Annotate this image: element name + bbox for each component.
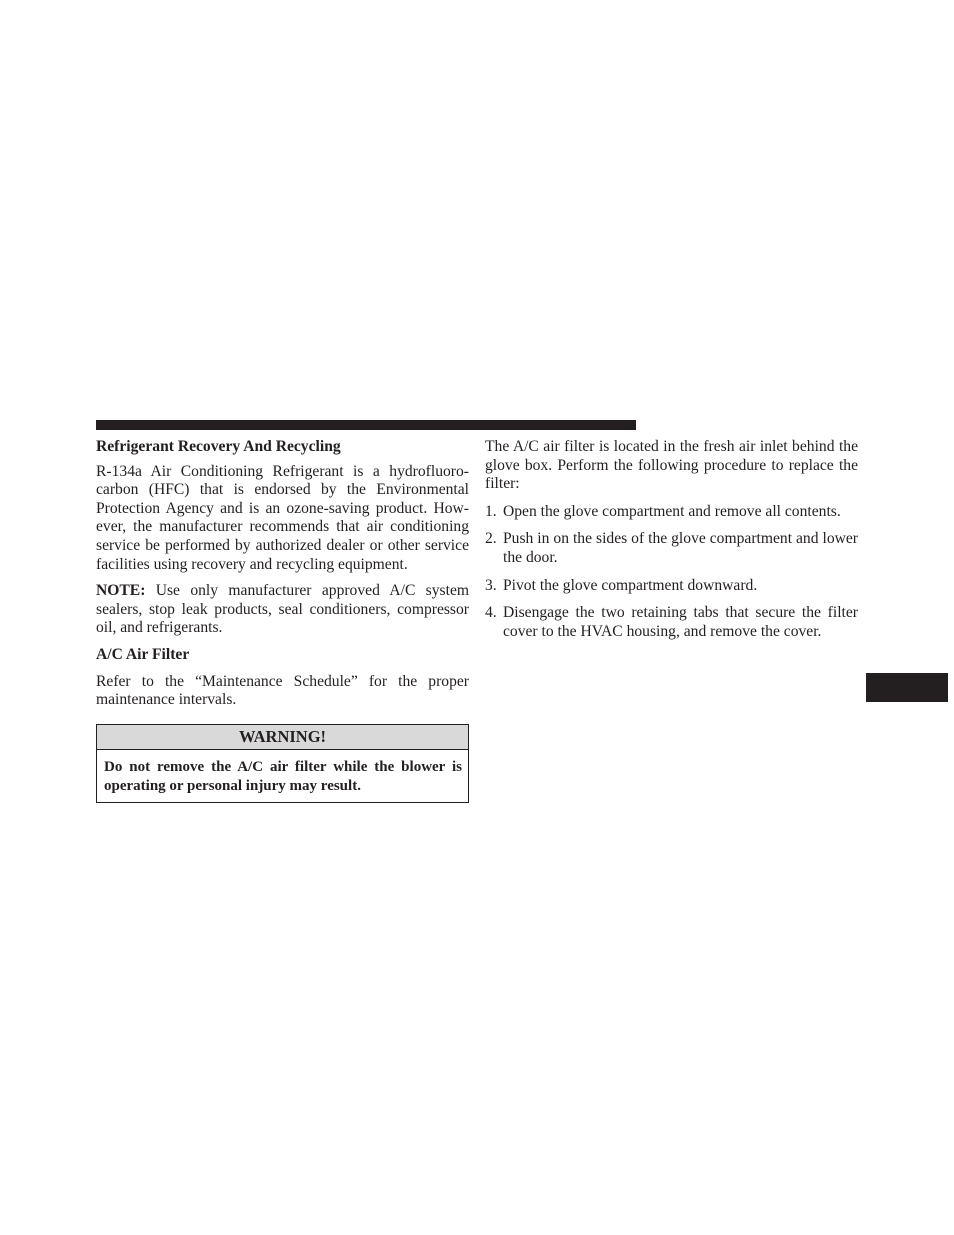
note-paragraph: [96, 582, 469, 638]
step-text: Push in on the sides of the glove compartment and lower the door.: [503, 530, 858, 566]
step-number: 1.: [485, 502, 497, 520]
procedure-steps: [485, 503, 858, 642]
procedure-step: [485, 503, 858, 522]
step-number: 4.: [485, 604, 497, 622]
procedure-step: [485, 604, 858, 641]
warning-title: WARNING!: [97, 725, 468, 750]
paragraph-refrigerant-recovery: R-134a Air Conditioning Refrigerant is a hydrofluorocarbon (HFC) that is endorsed by the Environmental Protection Agency and is an ozone-saving product. However, the manufacturer recommends that air conditioning service be performed by authorized dealer or other service facilities using recovery and recycling equipment.: [96, 462, 469, 573]
step-number: 2.: [485, 530, 497, 548]
procedure-step: [485, 577, 858, 596]
step-number: 3.: [485, 576, 497, 594]
warning-body: Do not remove the A/C air filter while the blower is operating or personal injury may result.: [104, 758, 462, 794]
step-text: Open the glove compartment and remove all contents.: [503, 502, 841, 520]
warning-box: [96, 724, 469, 803]
left-column: [96, 438, 469, 803]
paragraph-ac-air-filter: Refer to the “Maintenance Schedule” for the proper maintenance intervals.: [96, 672, 469, 709]
section-top-rule: [96, 420, 636, 430]
heading-ac-air-filter: A/C Air Filter: [96, 645, 190, 663]
chapter-thumb-tab: [866, 673, 948, 702]
procedure-step: [485, 530, 858, 567]
paragraph-filter-location: The A/C air filter is located in the fresh air inlet behind the glove box. Perform the following procedure to replace the filter:: [485, 438, 858, 493]
note-label: NOTE:: [96, 582, 146, 600]
heading-refrigerant-recovery: Refrigerant Recovery And Recycling: [96, 438, 341, 455]
step-text: Disengage the two retaining tabs that secure the filter cover to the HVAC housing, and remove the cover.: [503, 604, 858, 640]
step-text: Pivot the glove compartment downward.: [503, 576, 758, 594]
note-text: Use only manufacturer approved A/C system sealers, stop leak products, seal conditioners, compressor oil, and refrigerants.: [96, 582, 469, 637]
right-column: [485, 438, 858, 650]
